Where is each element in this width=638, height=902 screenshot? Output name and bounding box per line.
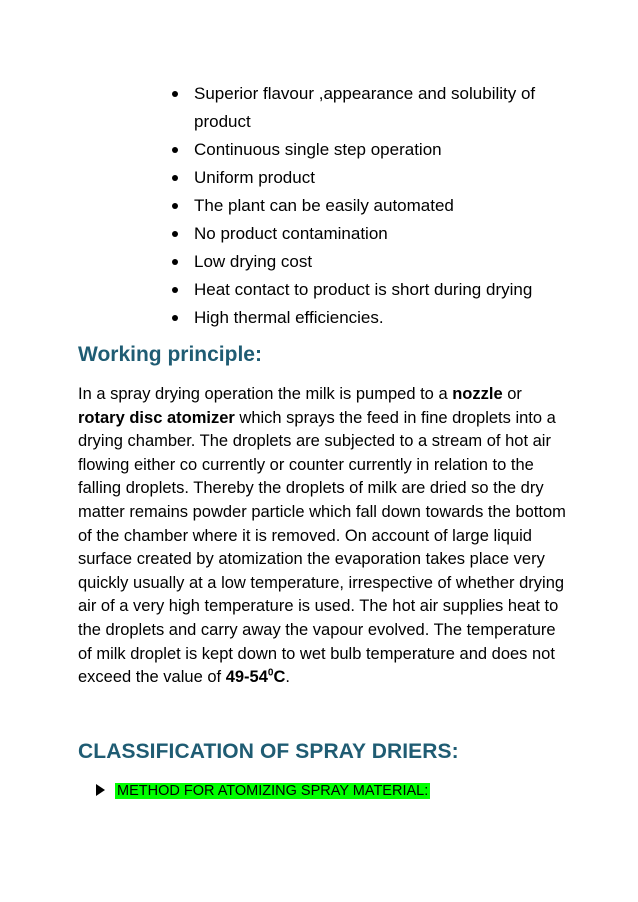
paragraph-text: or [502, 385, 522, 403]
list-item-text: Heat contact to product is short during drying [194, 280, 533, 299]
temperature-unit: C [273, 668, 286, 687]
classification-item [96, 781, 430, 801]
list-item [172, 220, 572, 248]
list-item [172, 276, 572, 304]
bullet-icon [172, 91, 178, 97]
bullet-icon [172, 175, 178, 181]
classification-heading: CLASSIFICATION OF SPRAY DRIERS: [78, 740, 459, 763]
bullet-icon [172, 259, 178, 265]
advantages-list [172, 80, 572, 332]
bold-term-nozzle: nozzle [452, 385, 503, 403]
bullet-icon [172, 231, 178, 237]
temperature-value [226, 668, 286, 686]
working-principle-paragraph [78, 383, 568, 690]
list-item-text: Continuous single step operation [194, 140, 442, 159]
list-item [172, 80, 572, 136]
degree-superscript: 0 [267, 667, 274, 679]
list-item [172, 248, 572, 276]
paragraph-end: . [285, 668, 290, 687]
bold-term-rotary-disc-atomizer: rotary disc atomizer [78, 408, 235, 427]
list-item-text: The plant can be easily automated [194, 196, 454, 215]
temperature-range: 49-54 [225, 668, 268, 687]
highlighted-item-text: METHOD FOR ATOMIZING SPRAY MATERIAL: [117, 783, 429, 799]
bullet-icon [172, 287, 178, 293]
bullet-icon [172, 203, 178, 209]
bullet-icon [172, 147, 178, 153]
list-item [172, 304, 572, 332]
list-item-text: No product contamination [194, 224, 388, 243]
list-item [172, 164, 572, 192]
list-item [172, 192, 572, 220]
list-item [172, 136, 572, 164]
working-principle-heading: Working principle: [78, 343, 262, 366]
paragraph-text: In a spray drying operation the milk is pumped to a [78, 385, 453, 403]
bullet-icon [172, 315, 178, 321]
list-item-text: Low drying cost [194, 252, 313, 271]
arrow-bullet-icon [96, 784, 105, 796]
list-item-text: High thermal efficiencies. [194, 308, 384, 327]
paragraph-text: which sprays the feed in fine droplets into a drying chamber. The droplets are subjected to a stream of hot air flowing either co currently or counter currently in relation to the falling droplets. Thereby the droplets of milk are dried so the dry matter remains powder particle which fall down towards the bottom of the chamber where it is removed. On account of large liquid surface created by atomization the evaporation takes place very quickly usually at a low temperature, irrespective of whether drying air of a very high temperature is used. The hot air supplies heat to the droplets and carry away the vapour evolved. The temperature of milk droplet is kept down to wet bulb temperature and does not exceed the value of [78, 408, 566, 687]
list-item-text: Superior flavour ,appearance and solubility of product [194, 84, 536, 131]
list-item-text: Uniform product [194, 168, 315, 187]
